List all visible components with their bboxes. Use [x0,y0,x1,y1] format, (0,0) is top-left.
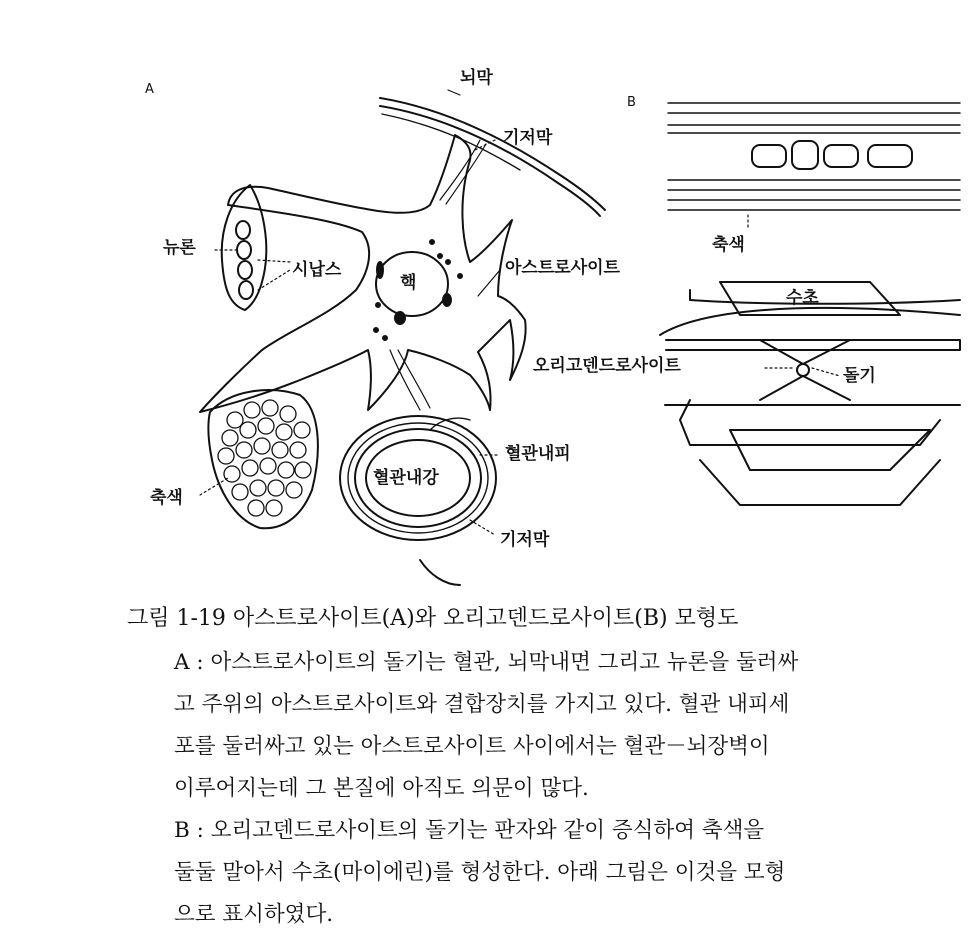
label-nucleus: 핵 [400,273,417,293]
label-lumen: 혈관내강 [373,468,439,488]
caption-line: 둘둘 말아서 수초(마이에린)를 형성한다. 아래 그림은 이것을 모형 [174,860,786,885]
label-meninges: 뇌막 [460,68,493,88]
caption-line: 고 주위의 아스트로사이트와 결합장치를 가지고 있다. 혈관 내피세 [174,692,790,717]
oligodendrocyte-model [660,282,960,505]
astrocyte-body [200,135,526,412]
label-process: 돌기 [843,366,876,386]
label-myelin: 수초 [786,288,819,308]
label-axon-a: 축색 [150,488,183,508]
label-astrocyte: 아스트로사이트 [505,258,620,278]
figure-caption-title: 그림 1-19 아스트로사이트(A)와 오리고덴드로사이트(B) 모형도 [127,606,739,631]
label-endothelium: 혈관내피 [505,444,571,464]
label-oligodendrocyte: 오리고덴드로사이트 [533,356,681,376]
label-basement-membrane-bottom: 기저막 [500,530,550,550]
caption-line: 포를 둘러싸고 있는 아스트로사이트 사이에서는 혈관－뇌장벽이 [174,734,770,759]
caption-line: A : 아스트로사이트의 돌기는 혈관, 뇌막내면 그리고 뉴론을 둘러싸 [174,650,799,675]
caption-line: 으로 표시하였다. [174,902,334,927]
label-synapse: 시납스 [292,260,342,280]
caption-line: 이루어지는데 그 본질에 아직도 의문이 많다. [174,776,589,801]
label-axon-b: 축색 [712,235,745,255]
myelin-layers-top [668,103,960,210]
caption-line: B : 오리고덴드로사이트의 돌기는 판자와 같이 증식하여 축색을 [174,818,765,843]
panel-b-letter: B [627,95,636,110]
panel-a-letter: A [145,82,154,97]
label-neuron: 뉴론 [163,238,196,258]
label-basement-membrane-top: 기저막 [503,128,553,148]
